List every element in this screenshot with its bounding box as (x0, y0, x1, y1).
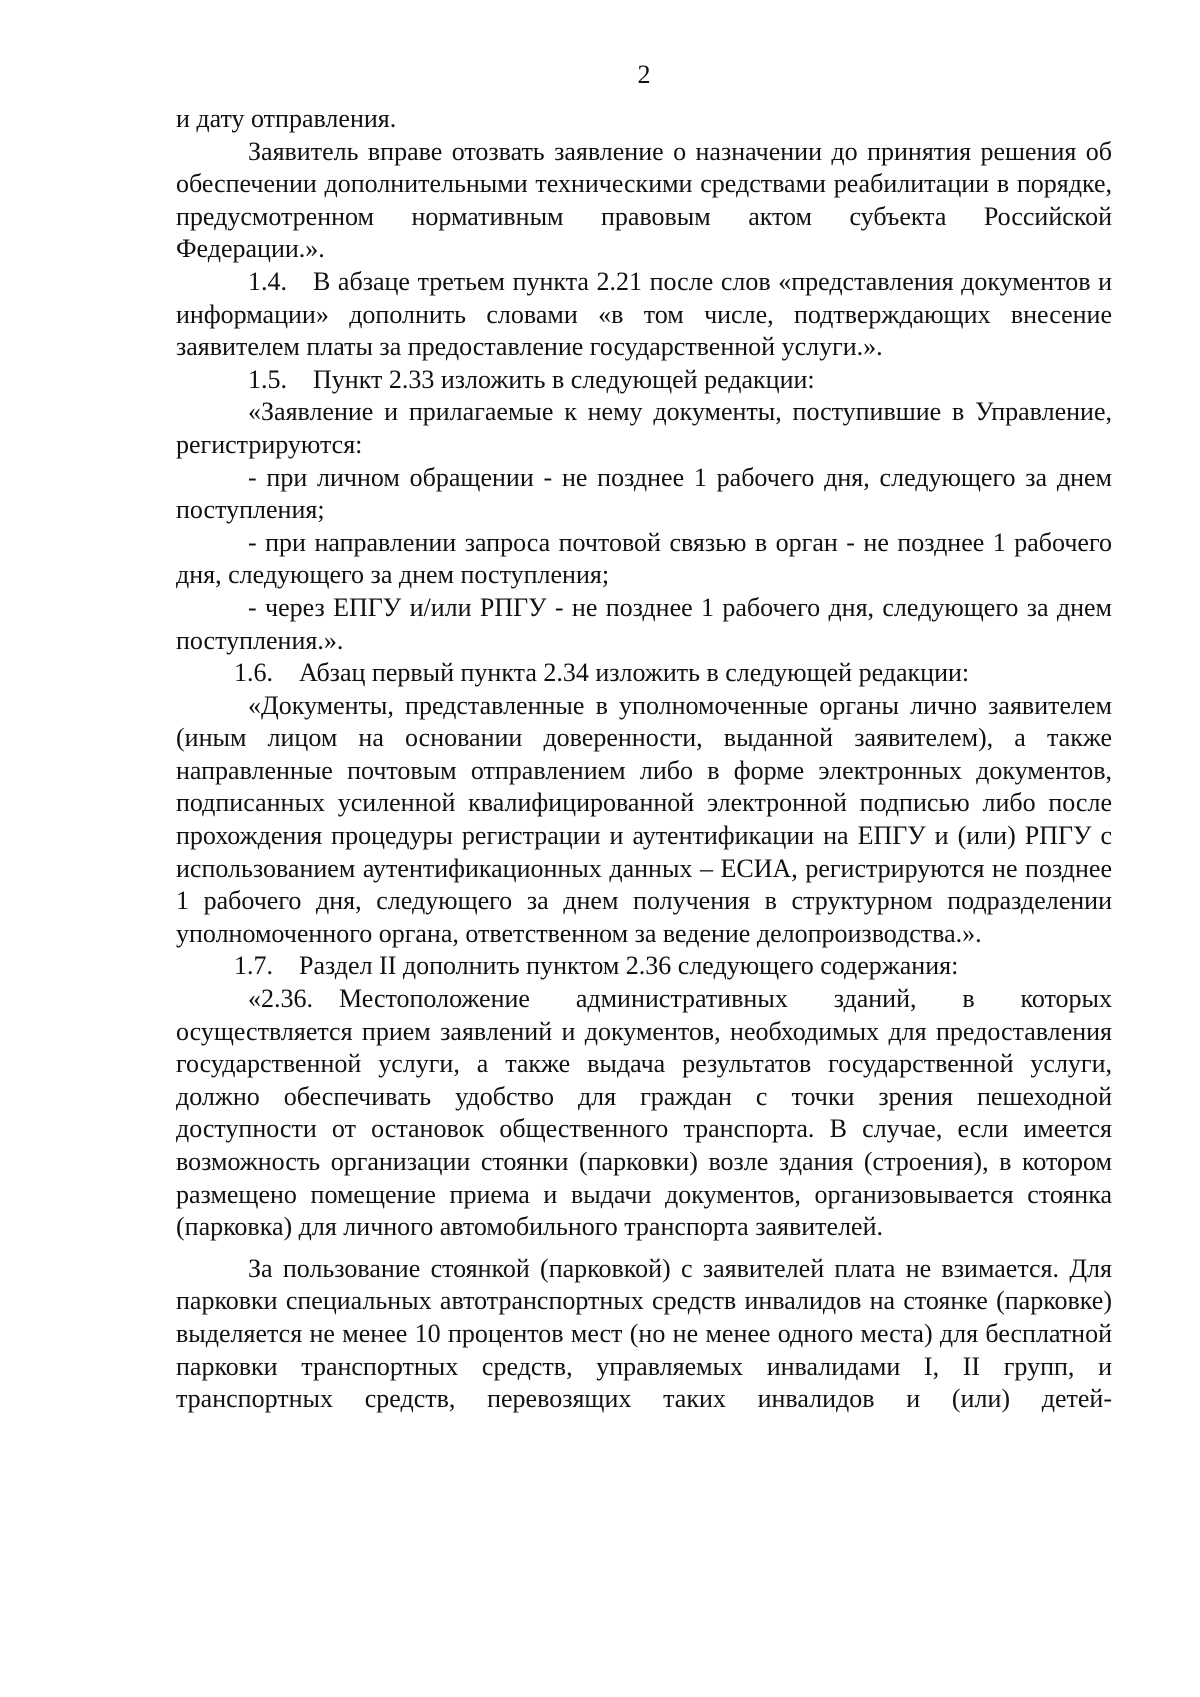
paragraph-item-2-36: «2.36. Местоположение административных зданий, в которых осуществляется прием заявлений и документов, необходимых для предоставления государственной услуги, а также выдача результатов государственной услуги, должно обеспечивать удобство для граждан с точки зрения пешеходной доступности от остановок общественного транспорта. В случае, если имеется возможность организации стоянки (парковки) возле здания (строения), в котором размещено помещение приема и выдачи документов, организовывается стоянка (парковка) для личного автомобильного транспорта заявителей. (176, 984, 1112, 1242)
paragraph-item-1-4: 1.4. В абзаце третьем пункта 2.21 после слов «представления документов и информации» дополнить словами «в том числе, подтверждающих внесение заявителем платы за предоставление государственной услуги.». (176, 266, 1112, 362)
paragraph-item-1-5: 1.5. Пункт 2.33 изложить в следующей редакции: (248, 364, 815, 394)
list-item-personal-visit: - при личном обращении - не позднее 1 рабочего дня, следующего за днем поступления; (176, 462, 1112, 525)
paragraph-parking-fee: За пользование стоянкой (парковкой) с заявителей плата не взимается. Для парковки специальных автотранспортных средств инвалидов на стоянке (парковке) выделяется не менее 10 процентов мест (но не менее одного места) для бесплатной парковки транспортных средств, управляемых инвалидами I, II групп, и транспортных средств, перевозящих таких инвалидов и (или) детей- (176, 1253, 1112, 1414)
list-item-postal-request: - при направлении запроса почтовой связью в орган - не позднее 1 рабочего дня, следующего за днем поступления; (176, 527, 1112, 590)
paragraph-registration-intro: «Заявление и прилагаемые к нему документы, поступившие в Управление, регистрируются: (176, 397, 1112, 459)
paragraph-item-1-7: 1.7. Раздел II дополнить пунктом 2.36 следующего содержания: (234, 951, 959, 981)
paragraph-item-1-6: 1.6. Абзац первый пункта 2.34 изложить в следующей редакции: (234, 658, 970, 688)
paragraph-withdraw-application: Заявитель вправе отозвать заявление о назначении до принятия решения об обеспечении дополнительными техническими средствами реабилитации в порядке, предусмотренном нормативным правовым актом субъекта Российской Федерации.». (176, 136, 1112, 264)
page-number: 2 (637, 60, 651, 89)
paragraph-documents-submitted: «Документы, представленные в уполномоченные органы лично заявителем (иным лицом на основании доверенности, выданной заявителем), а также направленные почтовым отправлением либо в форме электронных документов, подписанных усиленной квалифицированной электронной подписью либо после прохождения процедуры регистрации и аутентификации на ЕПГУ и (или) РПГУ с использованием аутентификационных данных – ЕСИА, регистрируются не позднее 1 рабочего дня, следующего за днем получения в структурном подразделении уполномоченного органа, ответственном за ведение делопроизводства.». (176, 690, 1112, 948)
paragraph-continuation: и дату отправления. (176, 104, 397, 133)
list-item-epgu-rpgu: - через ЕПГУ и/или РПГУ - не позднее 1 рабочего дня, следующего за днем поступления.». (176, 592, 1112, 655)
